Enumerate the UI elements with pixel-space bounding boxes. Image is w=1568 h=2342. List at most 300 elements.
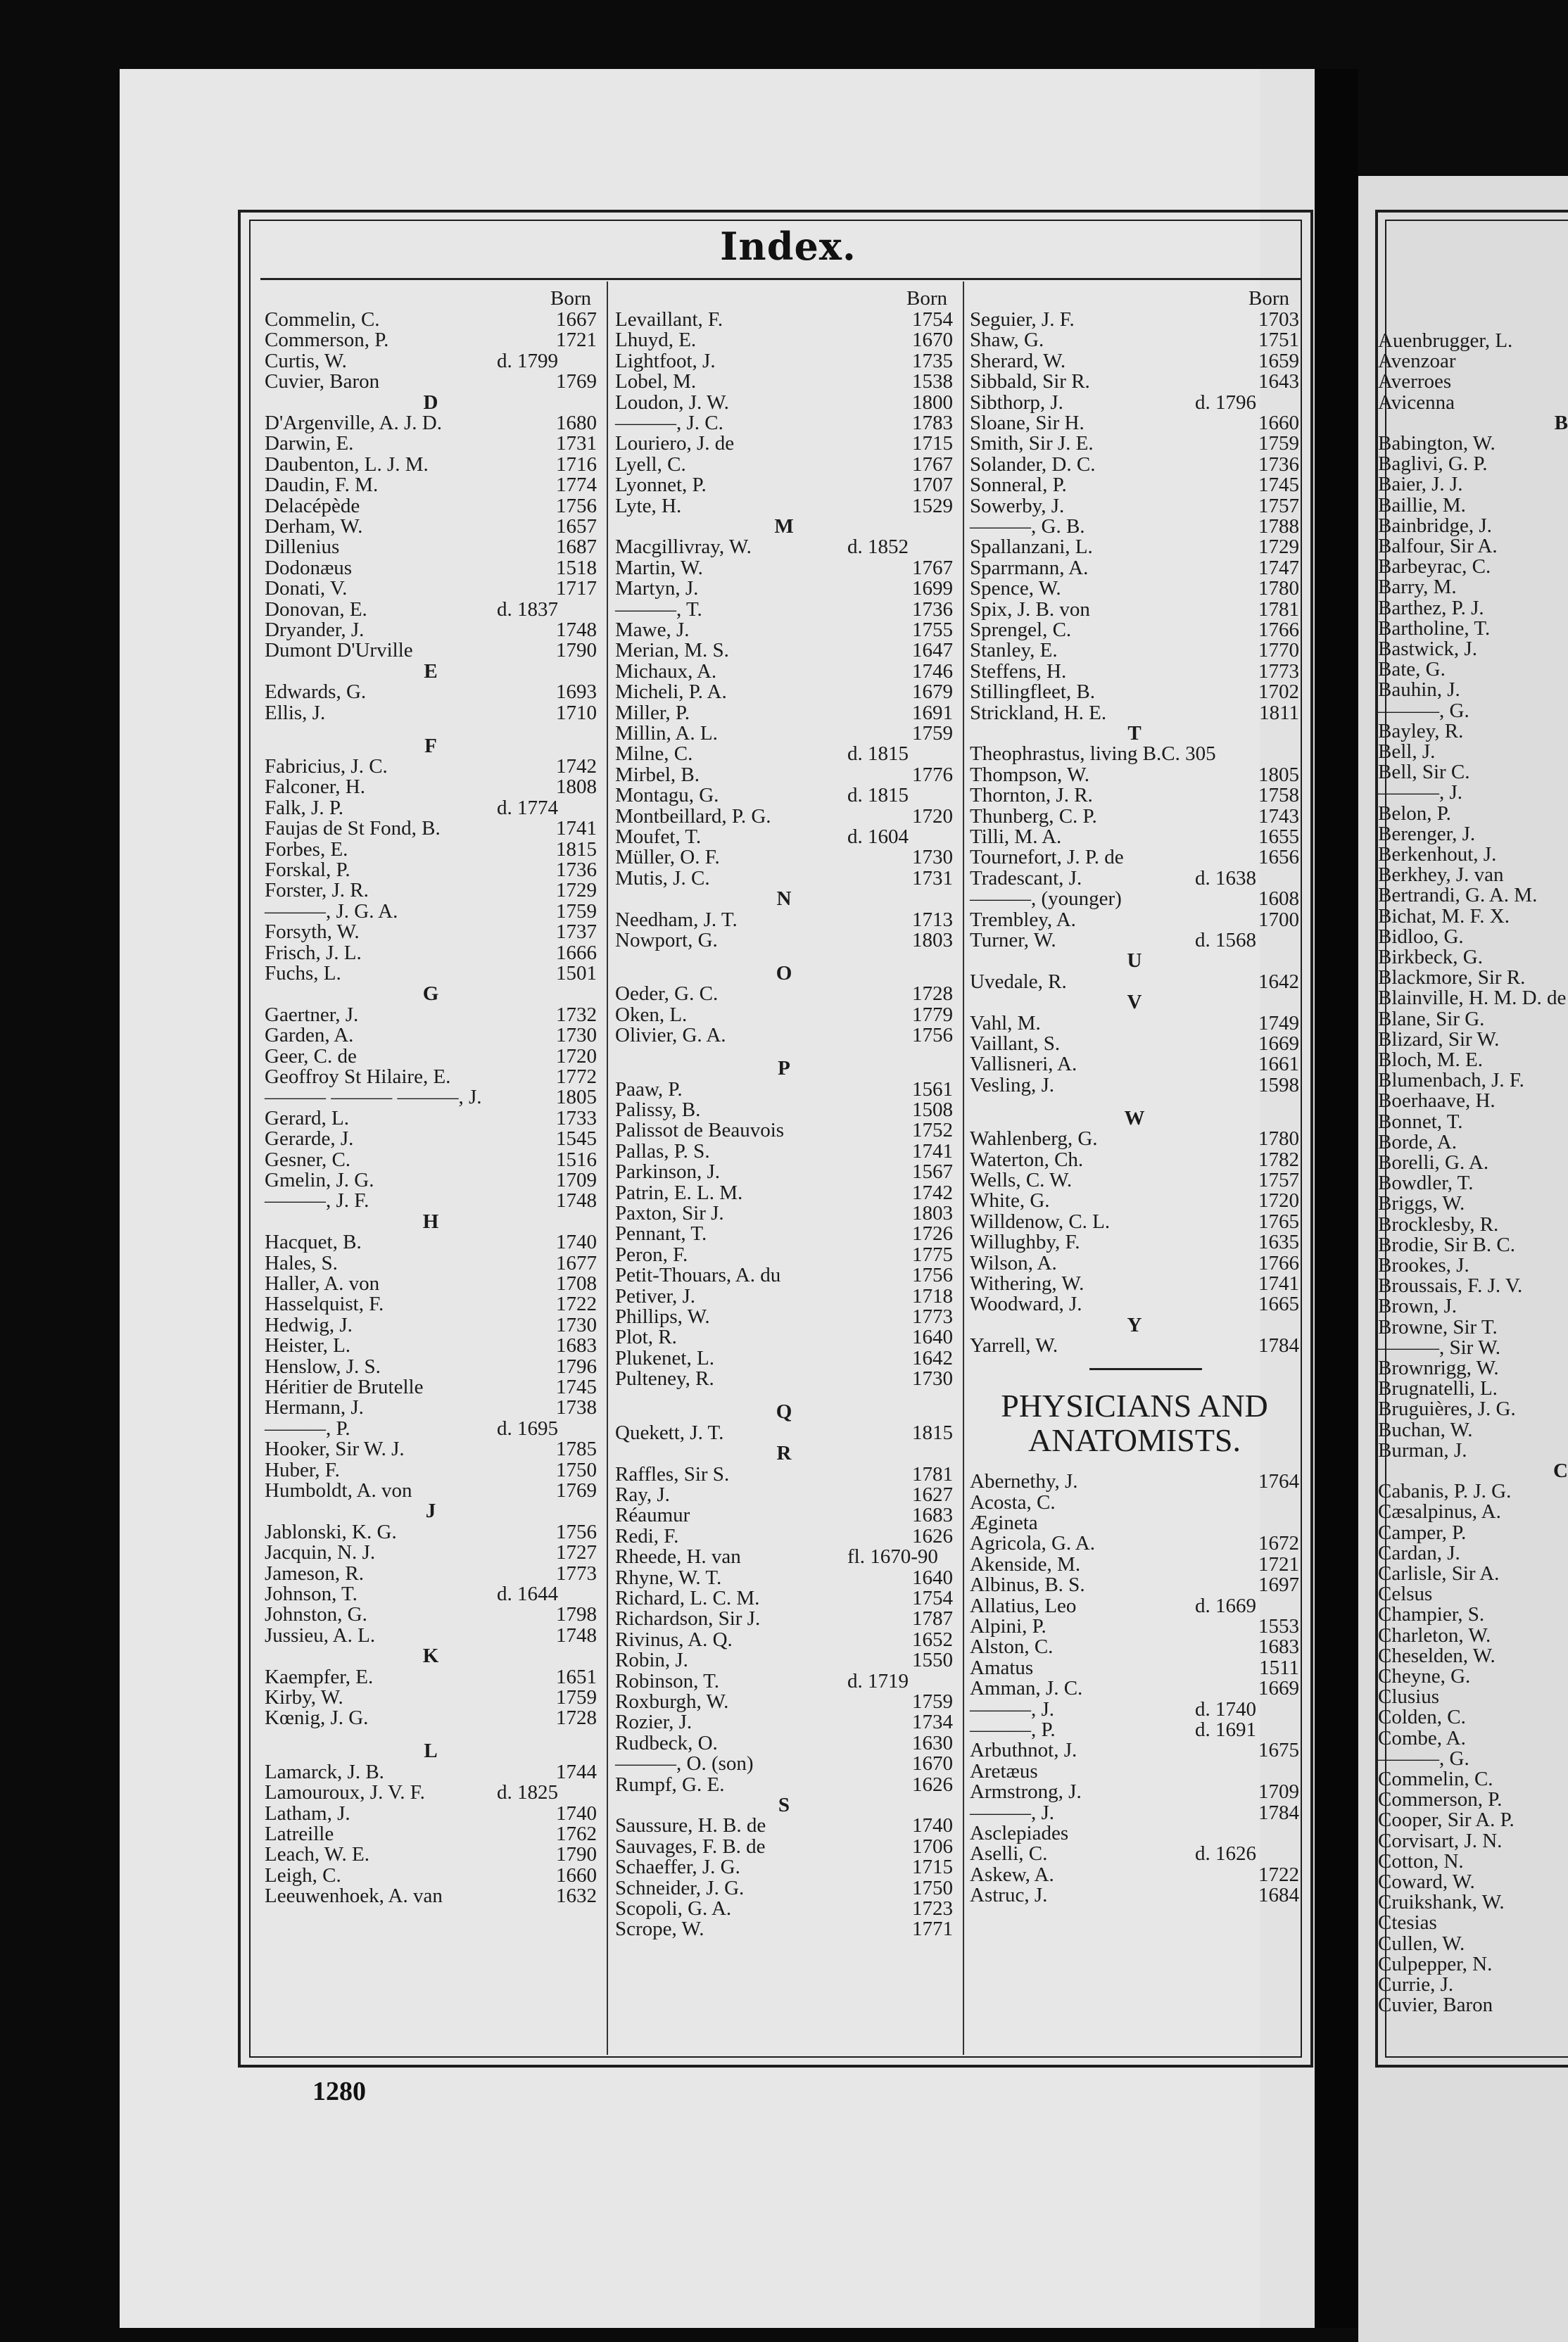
entry-name: Sprengel, C. bbox=[970, 619, 1072, 641]
entry-name: Lamouroux, J. V. F. bbox=[265, 1781, 425, 1804]
index-entry bbox=[970, 972, 1299, 992]
index-entry bbox=[265, 372, 597, 392]
entry-born-year: 1700 bbox=[1258, 908, 1299, 931]
entry-name: Forskal, P. bbox=[265, 859, 350, 882]
entry-name: Birkbeck, G. bbox=[1378, 946, 1483, 968]
index-entry bbox=[970, 1232, 1299, 1253]
entry-name: Browne, Sir T. bbox=[1378, 1315, 1498, 1338]
entry-name: Vaillant, S. bbox=[970, 1032, 1061, 1055]
index-entry bbox=[1378, 906, 1568, 927]
entry-name: Daubenton, L. J. M. bbox=[265, 452, 429, 476]
entry-name: Burman, J. bbox=[1378, 1438, 1467, 1462]
entry-born-year: 1746 bbox=[912, 659, 953, 683]
entry-born-year: 1815 bbox=[556, 837, 597, 861]
entry-born-year: 1722 bbox=[1258, 1863, 1299, 1886]
entry-name: Quekett, J. T. bbox=[615, 1421, 724, 1444]
entry-name: Commelin, C. bbox=[265, 308, 380, 331]
entry-name: Levaillant, F. bbox=[615, 308, 723, 331]
section-letter bbox=[265, 984, 597, 1004]
entry-death-date: d. 1815 bbox=[847, 784, 909, 807]
index-entry bbox=[265, 475, 597, 495]
index-entry bbox=[265, 1667, 597, 1688]
entry-name: Cabanis, P. J. G. bbox=[1378, 1480, 1512, 1503]
entry-born-year: 1759 bbox=[1258, 432, 1299, 455]
entry-name: Donati, V. bbox=[265, 577, 348, 600]
entry-born-year: 1632 bbox=[556, 1885, 597, 1908]
entry-name: Berkhey, J. van bbox=[1378, 863, 1504, 887]
index-entry bbox=[1378, 1769, 1568, 1790]
entry-born-year: 1728 bbox=[912, 982, 953, 1006]
section-letter bbox=[970, 1315, 1299, 1336]
entry-born-year: 1630 bbox=[912, 1731, 953, 1754]
entry-name: Falk, J. P. bbox=[265, 796, 344, 819]
entry-name: ———, J. F. bbox=[265, 1189, 369, 1213]
entry-born-year: 1679 bbox=[912, 681, 953, 704]
entry-born-year: 1730 bbox=[912, 846, 953, 869]
entry-name: Vallisneri, A. bbox=[970, 1053, 1077, 1076]
entry-name: Sowerby, J. bbox=[970, 494, 1065, 517]
index-entry bbox=[615, 1183, 953, 1203]
facing-page-column bbox=[1378, 331, 1568, 2062]
entry-name: Macgillivray, W. bbox=[615, 536, 752, 559]
entry-born-year: 1721 bbox=[556, 329, 597, 352]
section-letter-text: Y bbox=[1127, 1313, 1142, 1336]
index-entry bbox=[1378, 1358, 1568, 1379]
entry-name: Clusius bbox=[1378, 1685, 1440, 1709]
index-entry bbox=[970, 1616, 1299, 1637]
entry-name: Lobel, M. bbox=[615, 370, 697, 393]
index-entry bbox=[1378, 474, 1568, 495]
entry-born-year: 1721 bbox=[1258, 1552, 1299, 1576]
entry-name: Leeuwenhoek, A. van bbox=[265, 1885, 443, 1908]
index-entry bbox=[615, 1837, 953, 1857]
entry-name: Thunberg, C. P. bbox=[970, 804, 1097, 828]
index-entry bbox=[615, 433, 953, 454]
entry-name: Ctesias bbox=[1378, 1911, 1437, 1935]
index-entry bbox=[1378, 1810, 1568, 1830]
index-entry bbox=[265, 640, 597, 661]
entry-name: Theophrastus, living B.C. 305 bbox=[970, 742, 1216, 766]
index-entry bbox=[615, 310, 953, 330]
entry-name: Askew, A. bbox=[970, 1863, 1054, 1886]
index-entry bbox=[1378, 1153, 1568, 1173]
entry-born-year: 1675 bbox=[1258, 1739, 1299, 1762]
entry-born-year: 1518 bbox=[556, 556, 597, 579]
entry-name: Wahlenberg, G. bbox=[970, 1127, 1098, 1151]
entry-born-year: 1756 bbox=[912, 1024, 953, 1047]
section-letter bbox=[970, 723, 1299, 744]
entry-name: Martyn, J. bbox=[615, 577, 699, 600]
entry-born-year: 1567 bbox=[912, 1160, 953, 1184]
entry-born-year: 1656 bbox=[1258, 846, 1299, 869]
index-entry bbox=[265, 558, 597, 578]
index-entry bbox=[970, 1658, 1299, 1678]
entry-born-year: 1626 bbox=[912, 1773, 953, 1796]
index-entry bbox=[1378, 1849, 1568, 1873]
section-letter-text: C bbox=[1553, 1460, 1568, 1482]
entry-born-year: 1669 bbox=[1258, 1677, 1299, 1700]
entry-name: Cruikshank, W. bbox=[1378, 1891, 1505, 1914]
entry-name: Avicenna bbox=[1378, 391, 1455, 414]
entry-born-year: 1747 bbox=[1258, 556, 1299, 579]
index-entry bbox=[265, 922, 597, 942]
entry-name: Rudbeck, O. bbox=[615, 1731, 718, 1754]
section-letter-text: R bbox=[776, 1442, 792, 1465]
entry-name: Belon, P. bbox=[1378, 802, 1451, 825]
index-entry bbox=[1378, 1009, 1568, 1030]
index-entry bbox=[615, 1588, 953, 1609]
entry-born-year: 1683 bbox=[556, 1334, 597, 1357]
entry-born-year: 1713 bbox=[912, 908, 953, 931]
section-letter-text: G bbox=[422, 982, 439, 1006]
entry-name: Humboldt, A. von bbox=[265, 1479, 412, 1502]
entry-name: Commerson, P. bbox=[265, 329, 389, 352]
index-entry bbox=[615, 1609, 953, 1629]
index-entry bbox=[970, 496, 1299, 517]
entry-name: Müller, O. F. bbox=[615, 846, 720, 869]
entry-born-year: 1545 bbox=[556, 1127, 597, 1151]
index-entry bbox=[615, 1005, 953, 1025]
index-entry bbox=[615, 393, 953, 413]
entry-born-year: 1670 bbox=[912, 1752, 953, 1776]
entry-born-year: 1740 bbox=[556, 1231, 597, 1254]
index-entry bbox=[615, 984, 953, 1004]
index-column-1 bbox=[265, 310, 597, 2055]
entry-name: Bonnet, T. bbox=[1378, 1110, 1463, 1133]
index-entry bbox=[615, 1203, 953, 1224]
entry-born-year: 1728 bbox=[556, 1707, 597, 1730]
entry-name: Hales, S. bbox=[265, 1251, 338, 1274]
index-entry bbox=[1378, 804, 1568, 824]
index-entry bbox=[265, 1543, 597, 1563]
index-entry bbox=[970, 393, 1299, 413]
index-entry bbox=[970, 558, 1299, 578]
entry-name: ———, J. bbox=[970, 1697, 1055, 1721]
index-entry bbox=[615, 930, 953, 951]
entry-name: Lightfoot, J. bbox=[615, 349, 716, 372]
entry-name: Millin, A. L. bbox=[615, 722, 718, 745]
section-letter bbox=[970, 951, 1299, 971]
index-entry bbox=[1378, 1399, 1568, 1419]
entry-name: Pennant, T. bbox=[615, 1222, 707, 1246]
entry-name: Bate, G. bbox=[1378, 658, 1446, 681]
index-entry bbox=[970, 372, 1299, 392]
entry-name: Turner, W. bbox=[970, 929, 1056, 951]
entry-name: ———, J. G. A. bbox=[265, 899, 398, 923]
index-entry bbox=[1378, 1438, 1568, 1462]
entry-death-date: d. 1644 bbox=[497, 1583, 558, 1606]
entry-name: Sibthorp, J. bbox=[970, 391, 1063, 414]
entry-name: Blainville, H. M. D. de bbox=[1378, 987, 1567, 1010]
index-entry bbox=[1378, 1687, 1568, 1707]
index-entry bbox=[615, 910, 953, 930]
entry-born-year: 1691 bbox=[912, 701, 953, 724]
entry-name: Astruc, J. bbox=[970, 1884, 1048, 1907]
entry-born-year: 1529 bbox=[912, 494, 953, 517]
index-entry bbox=[970, 1782, 1299, 1802]
index-entry bbox=[1378, 1623, 1568, 1647]
index-entry bbox=[615, 1162, 953, 1182]
index-entry bbox=[265, 1191, 597, 1211]
index-entry bbox=[1378, 1564, 1568, 1584]
entry-name: Leach, W. E. bbox=[265, 1843, 369, 1866]
index-entry bbox=[1378, 516, 1568, 536]
entry-name: Ægineta bbox=[970, 1511, 1038, 1534]
entry-name: Hasselquist, F. bbox=[265, 1293, 384, 1316]
entry-born-year: 1730 bbox=[556, 1024, 597, 1047]
entry-born-year: 1805 bbox=[1258, 763, 1299, 786]
index-entry bbox=[615, 1547, 953, 1567]
index-entry bbox=[615, 640, 953, 661]
index-entry bbox=[265, 963, 597, 984]
section-letter bbox=[615, 1058, 953, 1079]
section-heading bbox=[970, 1424, 1299, 1457]
entry-born-year: 1736 bbox=[912, 597, 953, 621]
entry-born-year: 1715 bbox=[912, 1856, 953, 1879]
entry-born-year: 1734 bbox=[912, 1711, 953, 1734]
entry-born-year: 1730 bbox=[556, 1313, 597, 1336]
entry-name: Montagu, G. bbox=[615, 784, 719, 807]
index-entry bbox=[615, 1369, 953, 1389]
section-letter bbox=[615, 889, 953, 909]
entry-name: ———, J. C. bbox=[615, 412, 723, 434]
entry-name: Jussieu, A. L. bbox=[265, 1623, 376, 1647]
entry-name: Oeder, G. C. bbox=[615, 982, 719, 1006]
index-entry bbox=[615, 1816, 953, 1836]
entry-born-year: 1667 bbox=[556, 308, 597, 331]
entry-born-year: 1655 bbox=[1258, 825, 1299, 848]
entry-born-year: 1501 bbox=[556, 962, 597, 985]
index-entry bbox=[265, 1886, 597, 1906]
section-letter-text: D bbox=[423, 391, 438, 414]
entry-name: Rivinus, A. Q. bbox=[615, 1628, 733, 1651]
index-entry bbox=[615, 1568, 953, 1588]
entry-born-year: 1538 bbox=[912, 370, 953, 393]
entry-name: Withering, W. bbox=[970, 1272, 1085, 1296]
index-entry bbox=[970, 682, 1299, 702]
entry-name: Plot, R. bbox=[615, 1326, 677, 1349]
index-entry bbox=[1378, 1934, 1568, 1954]
entry-name: Loudon, J. W. bbox=[615, 391, 729, 414]
index-entry bbox=[615, 496, 953, 517]
entry-name: Schneider, J. G. bbox=[615, 1876, 745, 1899]
index-entry bbox=[615, 1630, 953, 1650]
entry-name: Cardan, J. bbox=[1378, 1541, 1460, 1564]
entry-name: Petit-Thouars, A. du bbox=[615, 1264, 781, 1287]
entry-born-year: 1803 bbox=[912, 929, 953, 951]
entry-name: Gerard, L. bbox=[265, 1106, 349, 1129]
index-entry bbox=[1378, 701, 1568, 721]
index-entry bbox=[265, 1584, 597, 1604]
index-entry bbox=[615, 682, 953, 702]
index-entry bbox=[265, 682, 597, 702]
index-entry bbox=[970, 659, 1299, 683]
entry-born-year: 1683 bbox=[1258, 1635, 1299, 1659]
entry-name: Forsyth, W. bbox=[265, 920, 360, 944]
entry-name: Berkenhout, J. bbox=[1378, 843, 1497, 866]
entry-name: Frisch, J. L. bbox=[265, 941, 362, 964]
entry-born-year: 1749 bbox=[1258, 1011, 1299, 1034]
section-letter-text: F bbox=[424, 734, 437, 757]
entry-born-year: 1759 bbox=[556, 899, 597, 923]
entry-name: Kaempfer, E. bbox=[265, 1665, 374, 1688]
entry-name: Woodward, J. bbox=[970, 1293, 1082, 1316]
entry-born-year: 1660 bbox=[1258, 412, 1299, 434]
entry-name: Michaux, A. bbox=[615, 659, 717, 683]
entry-name: Borelli, G. A. bbox=[1378, 1151, 1489, 1174]
index-entry bbox=[615, 372, 953, 392]
entry-name: White, G. bbox=[970, 1189, 1050, 1213]
index-entry bbox=[265, 1844, 597, 1865]
entry-name: Asclepiades bbox=[970, 1821, 1069, 1844]
index-entry bbox=[615, 785, 953, 806]
entry-name: Baglivi, G. P. bbox=[1378, 452, 1488, 476]
entry-born-year: 1651 bbox=[556, 1665, 597, 1688]
entry-name: Coward, W. bbox=[1378, 1871, 1475, 1893]
index-entry bbox=[1378, 1296, 1568, 1317]
index-entry bbox=[970, 310, 1299, 330]
entry-name: Albinus, B. S. bbox=[970, 1574, 1085, 1597]
entry-name: Henslow, J. S. bbox=[265, 1355, 381, 1378]
index-entry bbox=[265, 1481, 597, 1501]
entry-name: ———, G. bbox=[1378, 1747, 1469, 1770]
section-letter bbox=[615, 1402, 953, 1422]
entry-name: Solander, D. C. bbox=[970, 452, 1096, 476]
index-entry bbox=[265, 1708, 597, 1728]
entry-name: Aretæus bbox=[970, 1759, 1038, 1783]
entry-name: Parkinson, J. bbox=[615, 1160, 721, 1184]
entry-born-year: 1627 bbox=[912, 1483, 953, 1506]
index-entry bbox=[970, 930, 1299, 951]
entry-born-year: 1756 bbox=[556, 494, 597, 517]
entry-born-year: 1798 bbox=[556, 1603, 597, 1626]
index-entry bbox=[1378, 783, 1568, 803]
entry-born-year: 1657 bbox=[556, 515, 597, 538]
entry-name: Redi, F. bbox=[615, 1524, 679, 1547]
index-entry bbox=[1378, 1790, 1568, 1810]
entry-born-year: 1759 bbox=[912, 722, 953, 745]
index-entry bbox=[615, 1899, 953, 1919]
entry-born-year: 1598 bbox=[1258, 1073, 1299, 1096]
entry-name: Fabricius, J. C. bbox=[265, 755, 388, 778]
section-letter-text: J bbox=[425, 1500, 436, 1523]
entry-name: Raffles, Sir S. bbox=[615, 1462, 730, 1486]
index-entry bbox=[970, 1844, 1299, 1864]
entry-name: Forster, J. R. bbox=[265, 879, 369, 902]
entry-born-year: 1740 bbox=[556, 1802, 597, 1825]
entry-name: ———, O. (son) bbox=[615, 1752, 754, 1776]
entry-name: Strickland, H. E. bbox=[970, 701, 1107, 724]
entry-born-year: 1805 bbox=[556, 1086, 597, 1109]
entry-name: Camper, P. bbox=[1378, 1521, 1467, 1544]
entry-born-year: 1710 bbox=[556, 701, 597, 724]
index-entry bbox=[615, 868, 953, 889]
index-entry bbox=[1378, 927, 1568, 947]
entry-born-year: 1815 bbox=[912, 1421, 953, 1444]
entry-name: Gaertner, J. bbox=[265, 1003, 359, 1026]
entry-born-year: 1640 bbox=[912, 1566, 953, 1589]
section-letter-text: T bbox=[1127, 722, 1142, 745]
entry-name: Lhuyd, E. bbox=[615, 329, 697, 352]
index-entry bbox=[615, 1224, 953, 1244]
entry-born-year: 1672 bbox=[1258, 1532, 1299, 1555]
entry-born-year: 1709 bbox=[556, 1169, 597, 1192]
entry-name: Briggs, W. bbox=[1378, 1192, 1465, 1215]
entry-name: Hermann, J. bbox=[265, 1396, 364, 1419]
index-entry bbox=[265, 837, 597, 861]
entry-born-year: 1516 bbox=[556, 1148, 597, 1171]
entry-name: Amatus bbox=[970, 1656, 1034, 1679]
entry-name: Champier, S. bbox=[1378, 1603, 1485, 1626]
entry-name: Cooper, Sir A. P. bbox=[1378, 1809, 1515, 1832]
index-entry bbox=[615, 351, 953, 372]
index-entry bbox=[265, 330, 597, 350]
index-entry bbox=[1378, 1317, 1568, 1338]
entry-name: Broussais, F. J. V. bbox=[1378, 1274, 1523, 1298]
index-entry bbox=[615, 1348, 953, 1369]
entry-born-year: 1773 bbox=[912, 1305, 953, 1329]
index-entry bbox=[1378, 947, 1568, 968]
index-entry bbox=[265, 1762, 597, 1783]
entry-name: Brookes, J. bbox=[1378, 1254, 1469, 1277]
entry-name: Seguier, J. F. bbox=[970, 308, 1075, 331]
entry-name: Sparrmann, A. bbox=[970, 556, 1089, 579]
index-entry bbox=[1378, 1091, 1568, 1111]
section-heading-text: PHYSICIANS AND bbox=[1001, 1387, 1268, 1424]
entry-name: Falconer, H. bbox=[265, 776, 365, 799]
entry-death-date: d. 1740 bbox=[1195, 1697, 1256, 1721]
entry-name: Avenzoar bbox=[1378, 350, 1456, 373]
index-entry bbox=[615, 537, 953, 557]
index-entry bbox=[1378, 1481, 1568, 1502]
index-entry bbox=[970, 330, 1299, 350]
index-entry bbox=[265, 901, 597, 922]
index-entry bbox=[1378, 824, 1568, 844]
index-entry bbox=[265, 1046, 597, 1067]
index-entry bbox=[970, 620, 1299, 640]
entry-born-year: 1790 bbox=[556, 1843, 597, 1866]
entry-name: Vesling, J. bbox=[970, 1073, 1055, 1096]
index-entry bbox=[1378, 1379, 1568, 1399]
index-entry bbox=[970, 578, 1299, 599]
index-entry bbox=[615, 723, 953, 744]
index-entry bbox=[615, 620, 953, 640]
entry-name: Commerson, P. bbox=[1378, 1788, 1503, 1811]
index-entry bbox=[1378, 393, 1568, 413]
entry-born-year: 1750 bbox=[556, 1458, 597, 1481]
born-label-col1: Born bbox=[550, 287, 591, 310]
index-entry bbox=[970, 1212, 1299, 1232]
index-entry bbox=[970, 351, 1299, 372]
entry-name: Cheselden, W. bbox=[1378, 1644, 1496, 1667]
entry-born-year: 1783 bbox=[912, 412, 953, 434]
entry-name: Daudin, F. M. bbox=[265, 474, 379, 497]
index-entry bbox=[970, 1336, 1299, 1356]
entry-born-year: 1660 bbox=[556, 1863, 597, 1887]
section-letter bbox=[265, 1741, 597, 1761]
entry-born-year: 1796 bbox=[556, 1355, 597, 1378]
entry-born-year: 1720 bbox=[1258, 1189, 1299, 1213]
entry-name: Ellis, J. bbox=[265, 701, 326, 724]
entry-name: Cullen, W. bbox=[1378, 1932, 1465, 1955]
entry-name: Cotton, N. bbox=[1378, 1849, 1464, 1873]
entry-name: Micheli, P. A. bbox=[615, 681, 727, 704]
entry-name: Roxburgh, W. bbox=[615, 1690, 729, 1713]
entry-born-year: 1736 bbox=[1258, 452, 1299, 476]
entry-born-year: 1781 bbox=[1258, 597, 1299, 621]
index-entry bbox=[970, 1761, 1299, 1782]
entry-name: ——— ——— ———, J. bbox=[265, 1086, 482, 1109]
